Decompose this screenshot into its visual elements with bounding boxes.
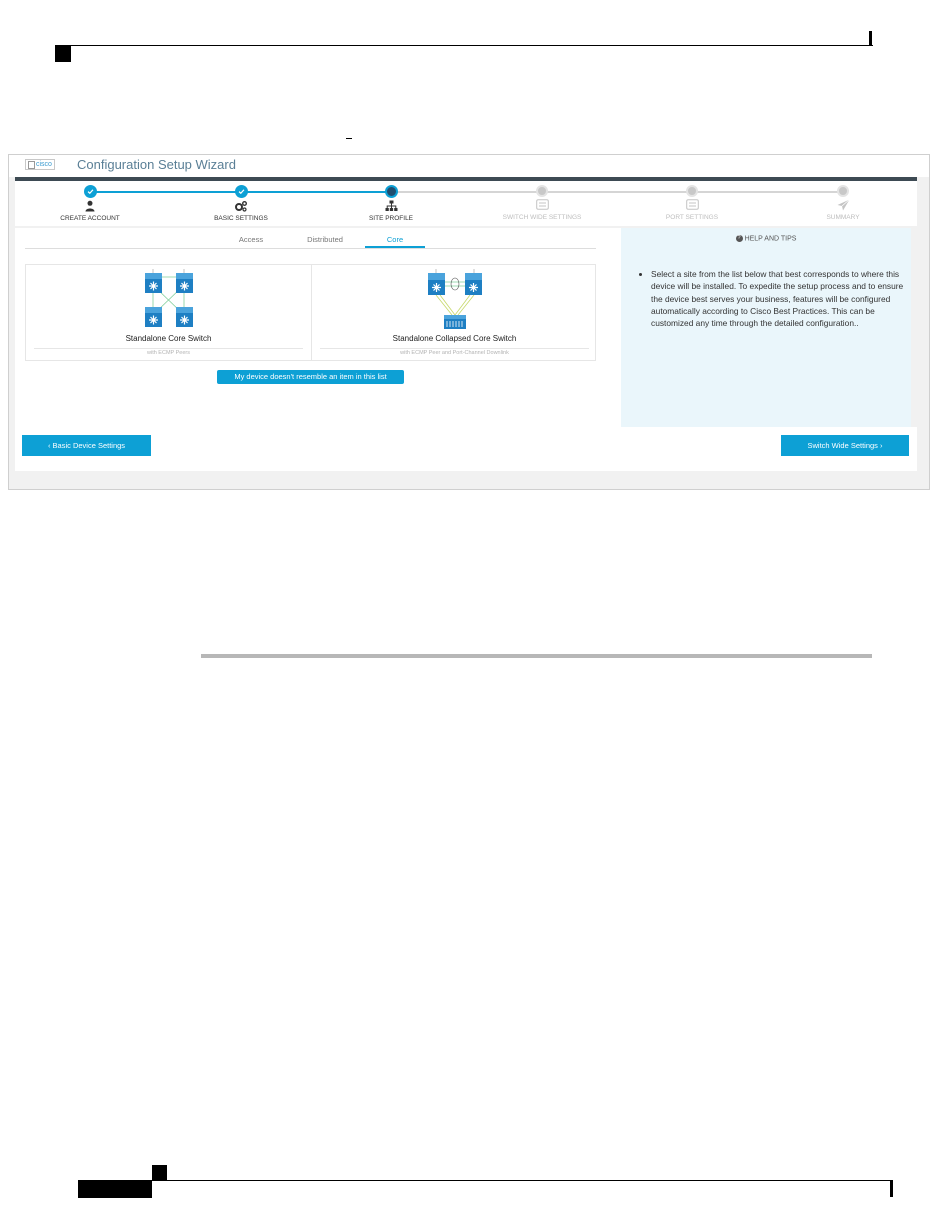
gears-icon <box>176 200 306 214</box>
paper-plane-icon <box>778 199 908 213</box>
tab-access[interactable]: Access <box>238 235 264 244</box>
help-tips-list <box>639 268 913 329</box>
wizard-title: Configuration Setup Wizard <box>77 157 236 172</box>
step-site-profile[interactable] <box>326 185 456 222</box>
step-label: BASIC SETTINGS <box>214 215 268 222</box>
configuration-wizard <box>8 154 930 490</box>
page-footer-marker <box>152 1165 167 1180</box>
tab-core[interactable]: Core <box>386 235 404 244</box>
help-panel <box>621 228 911 427</box>
step-label: SITE PROFILE <box>368 215 414 222</box>
help-title <box>621 235 911 242</box>
card-standalone-core-switch[interactable] <box>26 265 311 360</box>
logo-alt-text: cisco <box>36 161 52 168</box>
step-basic-settings[interactable] <box>176 185 306 222</box>
cisco-logo <box>25 159 55 170</box>
card-title: Standalone Core Switch <box>125 334 212 343</box>
check-icon <box>84 185 97 198</box>
current-step-icon <box>385 185 398 198</box>
core-switch-topology-icon <box>143 269 195 331</box>
help-tip: • Select a site from the list below that best corresponds to where this device will be installed. To expedite the setup process and to ensure the device best serves your business, features will be configured automatically according to Cisco Best Practices. This can be customized any time through the detailed configuration.. <box>651 268 913 329</box>
page-footer-block <box>78 1181 152 1198</box>
wizard-steps <box>15 181 917 226</box>
hierarchy-icon <box>326 200 456 214</box>
profile-tabs <box>25 234 596 249</box>
pending-step-icon <box>686 185 698 197</box>
back-button[interactable]: ‹ Basic Device Settings <box>22 435 151 456</box>
card-divider <box>320 348 589 349</box>
user-icon <box>25 200 155 214</box>
step-port-settings[interactable] <box>627 185 757 221</box>
step-create-account[interactable] <box>25 185 155 222</box>
page-header-rule <box>55 45 873 46</box>
wizard-footer <box>15 427 917 471</box>
port-icon <box>627 199 757 213</box>
active-tab-indicator <box>365 246 425 248</box>
page-footer-rule <box>78 1180 893 1181</box>
broken-image-icon <box>28 161 35 169</box>
card-subtitle: with ECMP Peer and Port-Channel Downlink <box>400 350 509 356</box>
card-subtitle: with ECMP Peers <box>147 350 190 356</box>
check-icon <box>235 185 248 198</box>
page-header-tick <box>869 31 872 46</box>
step-track-pending <box>391 191 843 193</box>
wizard-header <box>9 155 929 177</box>
next-button[interactable]: Switch Wide Settings › <box>781 435 909 456</box>
pending-step-icon <box>536 185 548 197</box>
card-title: Standalone Collapsed Core Switch <box>392 334 517 343</box>
step-label: SWITCH WIDE SETTINGS <box>502 214 582 221</box>
step-summary[interactable] <box>778 185 908 221</box>
step-label: PORT SETTINGS <box>665 214 719 221</box>
step-switch-wide-settings[interactable] <box>477 185 607 221</box>
no-match-button[interactable]: My device doesn't resemble an item in this list <box>217 370 404 384</box>
page-footer-tick <box>890 1181 893 1197</box>
help-title-text: HELP AND TIPS <box>744 235 797 243</box>
page-header-marker <box>55 46 71 62</box>
section-rule <box>201 654 872 658</box>
collapsed-core-topology-icon <box>426 269 484 331</box>
switch-icon <box>477 199 607 213</box>
site-profile-panel <box>15 228 621 427</box>
caption-dash <box>346 138 352 139</box>
tab-distributed[interactable]: Distributed <box>307 235 343 244</box>
pending-step-icon <box>837 185 849 197</box>
step-label: SUMMARY <box>826 214 860 221</box>
question-circle-icon: ? <box>737 235 741 241</box>
step-label: CREATE ACCOUNT <box>60 215 120 222</box>
profile-cards <box>25 264 596 361</box>
card-divider <box>34 348 303 349</box>
card-standalone-collapsed-core-switch[interactable] <box>311 265 597 360</box>
